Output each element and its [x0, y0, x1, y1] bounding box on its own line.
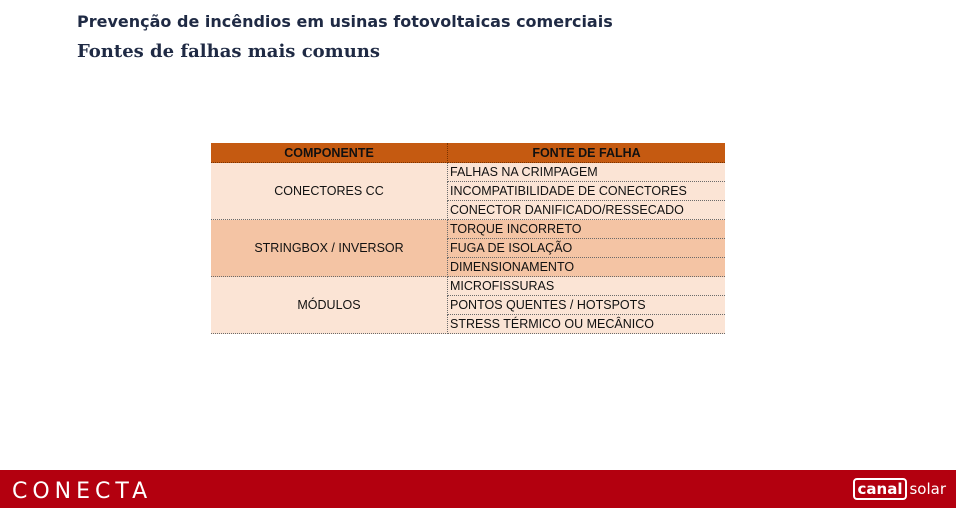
- page-subtitle: Fontes de falhas mais comuns: [77, 41, 381, 62]
- failure-sources-table: [211, 143, 725, 334]
- page-title: Prevenção de incêndios em usinas fotovoltaicas comerciais: [77, 12, 613, 31]
- column-header-component: COMPONENTE: [211, 143, 448, 163]
- failure-cell: PONTOS QUENTES / HOTSPOTS: [448, 296, 726, 315]
- canal-solar-logo: [853, 478, 947, 500]
- footer-bar: [0, 470, 956, 508]
- failure-cell: DIMENSIONAMENTO: [448, 258, 726, 277]
- component-cell: CONECTORES CC: [211, 163, 448, 220]
- failure-cell: TORQUE INCORRETO: [448, 220, 726, 239]
- component-cell: MÓDULOS: [211, 277, 448, 334]
- failure-cell: MICROFISSURAS: [448, 277, 726, 296]
- failure-cell: CONECTOR DANIFICADO/RESSECADO: [448, 201, 726, 220]
- table-header-row: [211, 143, 725, 163]
- solar-logo-text: solar: [909, 480, 946, 498]
- column-header-failure-source: FONTE DE FALHA: [448, 143, 726, 163]
- failure-cell: FALHAS NA CRIMPAGEM: [448, 163, 726, 182]
- table-row: [211, 220, 725, 239]
- canal-logo-text: canal: [853, 478, 908, 500]
- table-row: [211, 277, 725, 296]
- table-row: [211, 163, 725, 182]
- conecta-logo: [12, 479, 152, 504]
- conecta-logo-text: CONECTA: [12, 479, 153, 504]
- failure-cell: FUGA DE ISOLAÇÃO: [448, 239, 726, 258]
- component-cell: STRINGBOX / INVERSOR: [211, 220, 448, 277]
- failure-cell: STRESS TÉRMICO OU MECÂNICO: [448, 315, 726, 334]
- failure-cell: INCOMPATIBILIDADE DE CONECTORES: [448, 182, 726, 201]
